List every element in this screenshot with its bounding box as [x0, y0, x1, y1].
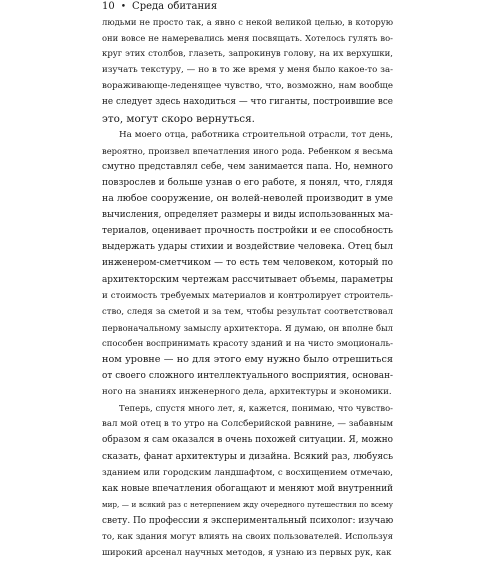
text-line: сказать, фанат архитектуры и дизайна. Всякий раз, любуясь [102, 451, 393, 462]
text-line: На моего отца, работника строительной отрасли, тот день, [119, 129, 393, 140]
text-line: на любое сооружение, он волей-неволей производит в уме [102, 193, 393, 205]
text-line: свету. По профессии я экспериментальный психолог: изучаю [102, 515, 394, 526]
text-line: вычисления, определяет размеры и виды использованных ма- [102, 210, 393, 221]
text-line: вораживающе-леденящее чувство, что, возможно, нам вообще [102, 81, 393, 92]
text-line: выдержать удары стихии и воздействие человека. Отец был [102, 242, 393, 253]
text-line: круг этих столбов, глазеть, запрокинув голову, на их верхушки, [102, 49, 393, 60]
text-line: и стоимость требуемых материалов и контролирует строитель- [102, 290, 393, 301]
text-line: они вовсе не намеревались меня посвящать. Хотелось гулять во- [102, 33, 393, 44]
text-line: териалов, оценивает прочность постройки и ее способность [102, 226, 393, 237]
text-line: архитекторским чертежам рассчитывает объемы, параметры [102, 274, 393, 285]
text-line: то, как здания могут влиять на своих пользователей. Используя [102, 532, 393, 542]
text-line: образом я сам оказался в очень похожей ситуации. Я, можно [102, 435, 393, 446]
text-line: повзрослев и больше узнав о его работе, я понял, что, глядя [102, 177, 393, 188]
text-line: людьми не просто так, а явно с некой великой целью, в которую [102, 17, 393, 27]
body-text [102, 14, 393, 561]
paragraph [102, 127, 393, 401]
text-line: изучать текстуру, — но в то же время у меня было какое-то за- [102, 65, 393, 76]
page-number: 10 [102, 1, 115, 12]
paragraph [102, 400, 393, 561]
text-line: вал мой отец в то утро на Солсберийской равнине, — забавным [102, 419, 393, 430]
paragraph [102, 14, 393, 127]
text-line: Теперь, спустя много лет, я, кажется, понимаю, что чувство- [119, 403, 393, 414]
running-head-title: Среда обитания [132, 1, 218, 12]
running-head [102, 0, 217, 13]
text-line: ном уровне — но для этого ему нужно было отрешиться [102, 353, 393, 365]
running-head-bullet: • [120, 2, 127, 12]
text-line: как новые впечатления обогащают и меняют мой внутренний [102, 483, 393, 494]
text-line: смутно представлял себе, чем занимается папа. Но, немного [102, 161, 393, 172]
text-line: ство, следя за сметой и за тем, чтобы результат соответствовал [102, 306, 393, 317]
text-line: это, могут скоро вернуться. [102, 112, 255, 125]
text-line: широкий арсенал научных методов, я узнаю из первых рук, как [102, 548, 392, 559]
text-line: ного на знаниях инженерного дела, архитектуры и экономики. [102, 387, 392, 398]
text-line: не следует здесь находиться — что гиганты, построившие все [102, 97, 393, 108]
text-line: способен воспринимать красоту зданий и на чисто эмоциональ- [102, 338, 393, 349]
text-line: мир, — и всякий раз с нетерпением жду очередного путешествия по всему [102, 499, 393, 509]
text-line: инженером-сметчиком — то есть тем человеком, который по [102, 258, 393, 269]
text-line: вероятно, произвел впечатления иного рода. Ребенком я весьма [102, 145, 393, 156]
text-line: от своего сложного интеллектуального восприятия, основан- [102, 371, 393, 382]
text-line: зданием или городским ландшафтом, с восхищением отмечаю, [102, 467, 393, 478]
text-line: первоначальному замыслу архитектора. Я думаю, он вполне был [102, 322, 393, 333]
